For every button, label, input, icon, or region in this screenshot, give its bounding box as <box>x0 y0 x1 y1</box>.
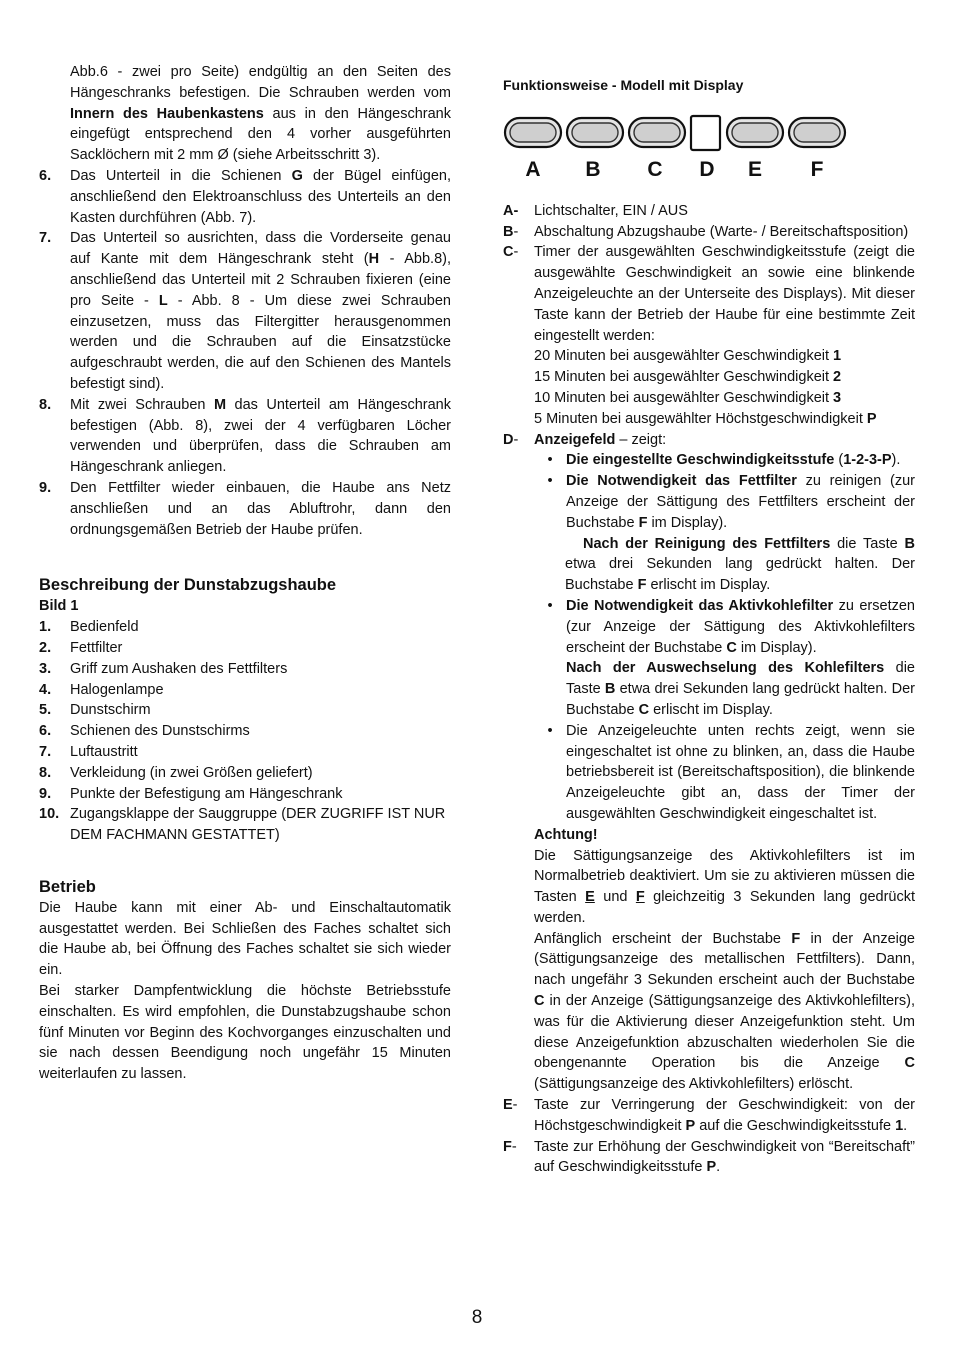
panel-label-b: B <box>585 157 601 181</box>
key-f: F- Taste zur Erhöhung der Geschwindigkeit von “Bereitschaft” auf Geschwindigkeitsstufe P. <box>503 1138 915 1176</box>
list-item-number: 8. <box>39 764 52 781</box>
list-item-number: 4. <box>39 681 52 698</box>
intro-paragraph: Abb.6 - zwei pro Seite) endgültig an den Seiten des Hängeschranks befestigen. Die Schrauben werden vom Innern des Haubenkastens aus in den Hängeschrank eingefügt entsprechend den 4 vorher ausgeführten Sacklöchern mit 2 mm Ø (siehe Arbeitsschritt 3). <box>70 64 451 164</box>
list-item-number: 1. <box>39 619 52 636</box>
button-b-graphic <box>567 118 623 147</box>
panel-label-c: C <box>647 157 663 181</box>
timer-line-4: 5 Minuten bei ausgewählter Höchstgeschwindigkeit P <box>534 410 877 427</box>
list-item <box>39 680 451 701</box>
list-item-text: Zugangsklappe der Sauggruppe (DER ZUGRIFF IST NUR DEM FACHMANN GESTATTET) <box>70 806 446 844</box>
step-6: 6. Das Unterteil in die Schienen G der Bügel einfügen, anschließend den Elektroanschluss des Unterteils an den Kasten durchführen (Abb. 7). <box>39 167 451 226</box>
description-heading: Beschreibung der Dunstabzugshaube <box>39 576 337 595</box>
betrieb-paragraph-2: Bei starker Dampfentwicklung die höchste Betriebsstufe einschalten. Es wird empfohlen, die Dunstabzugshaube schon fünf Minuten vor Beginn des Kochvorganges einzuschalten und sie nach dessen Beendigung noch ungefähr 15 Minuten weiterlaufen zu lassen. <box>39 983 451 1083</box>
key-d: D- Anzeigefeld – zeigt: <box>503 431 667 448</box>
list-item-text: Halogenlampe <box>70 681 164 698</box>
list-item-text: Griff zum Aushaken des Fettfilters <box>70 660 288 677</box>
description-list <box>39 617 451 846</box>
list-item <box>39 804 451 846</box>
button-a-graphic <box>505 118 561 147</box>
list-item-number: 7. <box>39 743 52 760</box>
panel-label-d: D <box>699 157 715 181</box>
key-b: B- Abschaltung Abzugshaube (Warte- / Bereitschaftsposition) <box>503 223 909 240</box>
list-item-number: 3. <box>39 660 52 677</box>
timer-line-2: 15 Minuten bei ausgewählter Geschwindigkeit 2 <box>534 369 842 386</box>
bullet-grease-filter: • Die Notwendigkeit das Fettfilter zu reinigen (zur Anzeige der Sättigung des Fettfilters erscheint der Buchstabe F im Display). <box>547 473 915 531</box>
right-column <box>503 62 915 1178</box>
button-f-graphic <box>789 118 845 147</box>
timer-line-3: 10 Minuten bei ausgewählter Geschwindigkeit 3 <box>534 389 842 406</box>
list-item-text: Verkleidung (in zwei Größen geliefert) <box>70 764 313 781</box>
attention-heading: Achtung! <box>534 826 598 843</box>
panel-label-e: E <box>747 157 763 181</box>
key-a: A- Lichtschalter, EIN / AUS <box>503 202 688 219</box>
panel-label-a: A <box>525 157 541 181</box>
list-item <box>39 721 451 742</box>
list-item-text: Schienen des Dunstschirms <box>70 723 250 740</box>
list-item-number: 5. <box>39 702 52 719</box>
list-item-number: 10. <box>39 806 60 823</box>
page-number: 8 <box>471 1307 483 1328</box>
key-c: C- Timer der ausgewählten Geschwindigkeitsstufe (zeigt die ausgewählte Geschwindigkeit an sowie eine blinkende Anzeigeleuchte an der Unterseite des Displays). Mit dieser Taste kann der Betrieb der Haube für eine bestimmte Zeit eingestellt werden: <box>503 244 915 344</box>
display-d-graphic <box>691 116 720 150</box>
list-item-text: Punkte der Befestigung am Hängeschrank <box>70 785 343 802</box>
list-item-number: 6. <box>39 723 52 740</box>
list-item <box>39 700 451 721</box>
list-item-text: Luftaustritt <box>70 743 138 760</box>
bullet-indicator-light: • Die Anzeigeleuchte unten rechts zeigt, wenn sie eingeschaltet ist ohne zu blinken, an, dass die Haube betriebsbereit ist (Bereitschaftsposition), die blinkende Anzeigeleuchte gibt an, dass der Timer der ausgewählten Geschwindigkeit eingeschaltet ist. <box>547 722 915 822</box>
button-e-graphic <box>727 118 783 147</box>
left-column <box>39 62 451 1085</box>
list-item-number: 2. <box>39 639 52 656</box>
key-e: E- Taste zur Verringerung der Geschwindigkeit: von der Höchstgeschwindigkeit P auf die Geschwindigkeitsstufe 1. <box>503 1097 915 1134</box>
timer-line-1: 20 Minuten bei ausgewählter Geschwindigkeit 1 <box>534 348 842 365</box>
list-item-text: Fettfilter <box>70 639 123 656</box>
display-bullets <box>503 450 915 824</box>
list-item-number: 9. <box>39 785 52 802</box>
betrieb-paragraph-1: Die Haube kann mit einer Ab- und Einschaltautomatik ausgestattet werden. Bei Schließen des Faches schaltet sich die Haube ab, bei Öffnung des Faches schaltet sie sich wieder ein. <box>39 899 451 979</box>
step-8: 8. Mit zwei Schrauben M das Unterteil am Hängeschrank befestigen (Abb. 8), zwei der 4 verfügbaren Löcher verwenden und überprüfen, dass die Schrauben am Hängeschrank anliegen. <box>39 396 451 476</box>
list-item <box>39 659 451 680</box>
list-item <box>39 638 451 659</box>
bullet-carbon-filter: • Die Notwendigkeit das Aktivkohlefilter zu ersetzen (zur Anzeige der Sättigung des Aktivkohlefilters erscheint der Buchstabe C im Display). <box>547 597 915 656</box>
betrieb-heading: Betrieb <box>39 877 96 896</box>
bullet-speed: • Die eingestellte Geschwindigkeitsstufe (1-2-3-P). <box>547 452 901 469</box>
attention-paragraph-2: Anfänglich erscheint der Buchstabe F in der Anzeige (Sättigungsanzeige des metallischen Fettfilters). Dann, nach ungefähr 3 Sekunden erscheint auch der Buchstabe C in der Anzeige (Sättigungsanzeige des Aktivkohlefilters), was für die Aktivierung dieser Anzeigefunktion steht. Um diese Anzeigefunktion abzuschalten wiederholen Sie die obengenannte Operation bis die Anzeige C (Sättigungsanzeige des Aktivkohlefilters) erlöscht. <box>534 930 915 1093</box>
list-item-text: Dunstschirm <box>70 702 151 719</box>
panel-label-f: F <box>810 157 824 181</box>
button-c-graphic <box>629 118 685 147</box>
step-7: 7. Das Unterteil so ausrichten, dass die Vorderseite genau auf Kante mit dem Hängeschrank steht (H - Abb.8), anschließend das Unterteil mit 2 Schrauben fixieren (eine pro Seite - L - Abb. 8 - Um diese zwei Schrauben einzusetzen, muss das Filtergitter herausgenommen werden und die Schrauben auf die Einsatzstücke aufgeschraubt werden, die auf den Schienen des Mantels befestigt sind). <box>39 230 451 392</box>
list-item <box>39 742 451 763</box>
list-item <box>39 763 451 784</box>
attention-paragraph-1: Die Sättigungsanzeige des Aktivkohlefilters ist im Normalbetrieb deaktiviert. Um sie zu aktivieren müssen die Tasten E und F gleichzeitig 3 Sekunden lang gedrückt werden. <box>534 847 916 926</box>
list-item-text: Bedienfeld <box>70 619 139 636</box>
control-panel-diagram <box>503 112 853 190</box>
carbon-filter-reset: Nach der Auswechselung des Kohlefilters die Taste B etwa drei Sekunden lang gedrückt halten. Der Buchstabe C erlischt im Display. <box>566 660 915 718</box>
description-subheading: Bild 1 <box>39 598 79 615</box>
list-item <box>39 784 451 805</box>
list-item <box>39 617 451 638</box>
function-heading: Funktionsweise - Modell mit Display <box>503 77 744 93</box>
step-9: 9. Den Fettfilter wieder einbauen, die Haube ans Netz anschließen und an das Abluftrohr, dann den ordnungsgemäßen Betrieb der Haube prüfen. <box>39 479 451 538</box>
grease-filter-reset: Nach der Reinigung des Fettfilters die Taste B etwa drei Sekunden lang gedrückt halten. Der Buchstabe F erlischt im Display. <box>565 535 915 594</box>
